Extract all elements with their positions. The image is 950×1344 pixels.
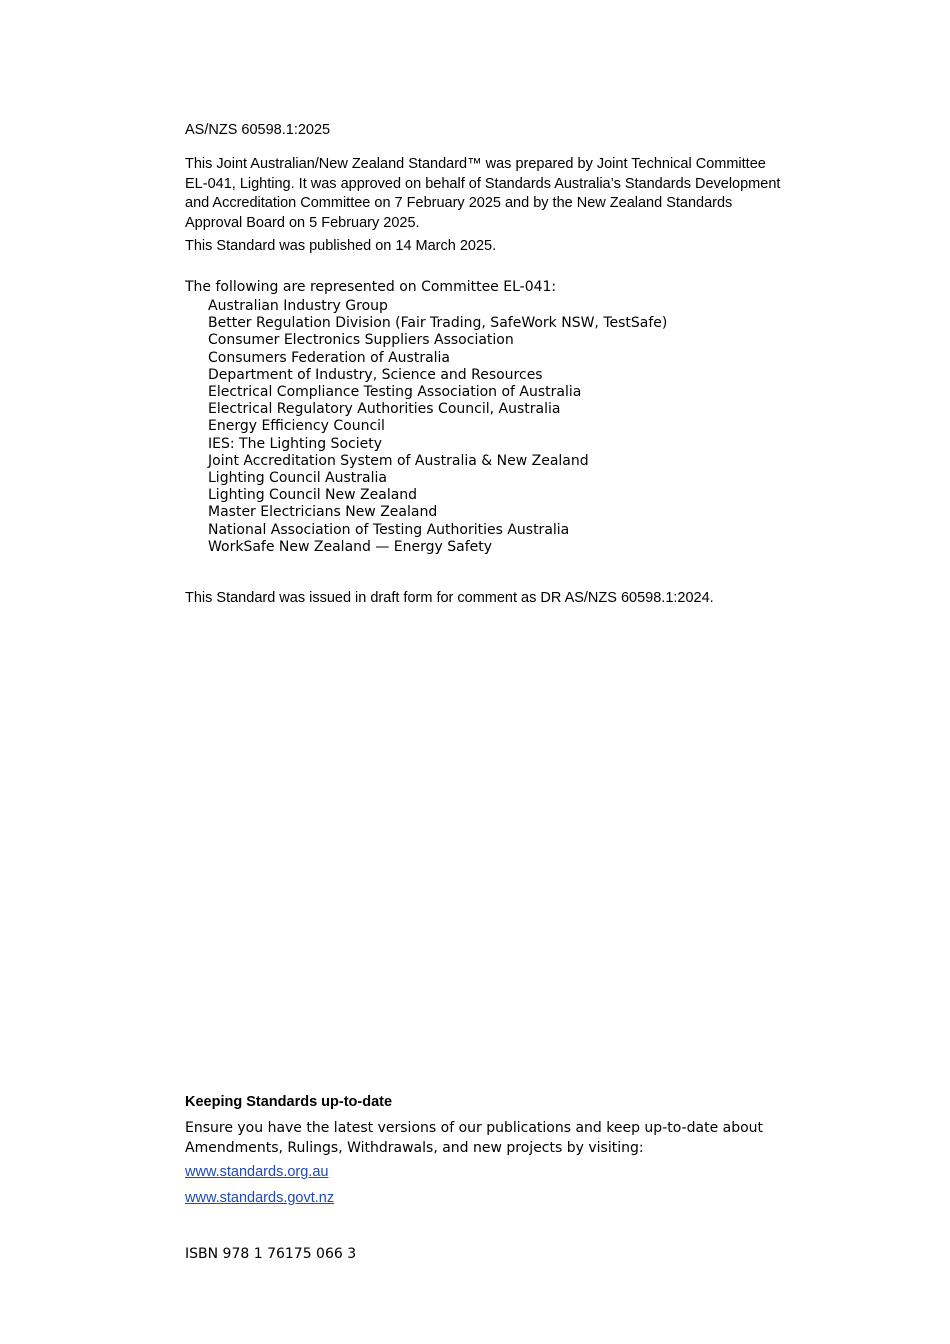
standards-au-link-line [185,1164,328,1180]
committee-section [185,278,667,556]
intro-paragraph: This Joint Australian/New Zealand Standard™ was prepared by Joint Technical Committee EL-041, Lighting. It was approved on behalf of Standards Australia’s Standards Development and Accreditation Committee on 7 February 2025 and by the New Zealand Standards Approval Board on 5 February 2025. [185,156,781,231]
isbn: ISBN 978 1 76175 066 3 [185,1246,357,1262]
draft-note: This Standard was issued in draft form for comment as DR AS/NZS 60598.1:2024. [185,590,714,606]
committee-heading: The following are represented on Committee EL-041: [185,279,557,295]
committee-member: WorkSafe New Zealand — Energy Safety [208,538,493,555]
committee-member: Lighting Council New Zealand [208,487,418,504]
committee-member: Electrical Compliance Testing Association of Australia [208,384,582,401]
committee-member: National Association of Testing Authorities Australia [208,521,570,538]
committee-member: Lighting Council Australia [208,470,387,487]
updates-paragraph: Ensure you have the latest versions of our publications and keep up-to-date about Amendments, Rulings, Withdrawals, and new projects by visiting: [185,1120,764,1156]
standards-au-link[interactable]: www.standards.org.au [185,1164,329,1180]
committee-member-list [185,298,667,556]
committee-member: Electrical Regulatory Authorities Council, Australia [208,401,561,418]
committee-member: IES: The Lighting Society [208,435,382,452]
updates-heading: Keeping Standards up-to-date [185,1094,393,1110]
committee-member: Joint Accreditation System of Australia & New Zealand [208,452,589,469]
standards-nz-link[interactable]: www.standards.govt.nz [185,1190,335,1206]
committee-member: Energy Efficiency Council [208,418,385,435]
committee-member: Consumer Electronics Suppliers Association [208,332,514,349]
committee-member: Master Electricians New Zealand [208,504,438,521]
publication-date-line: This Standard was published on 14 March 2025. [185,238,497,254]
committee-member: Consumers Federation of Australia [208,349,451,366]
committee-member: Department of Industry, Science and Resources [208,366,543,383]
standards-nz-link-line [185,1190,334,1206]
committee-member: Australian Industry Group [208,298,388,314]
committee-member: Better Regulation Division (Fair Trading, SafeWork NSW, TestSafe) [208,315,668,332]
document-code: AS/NZS 60598.1:2025 [185,122,331,138]
